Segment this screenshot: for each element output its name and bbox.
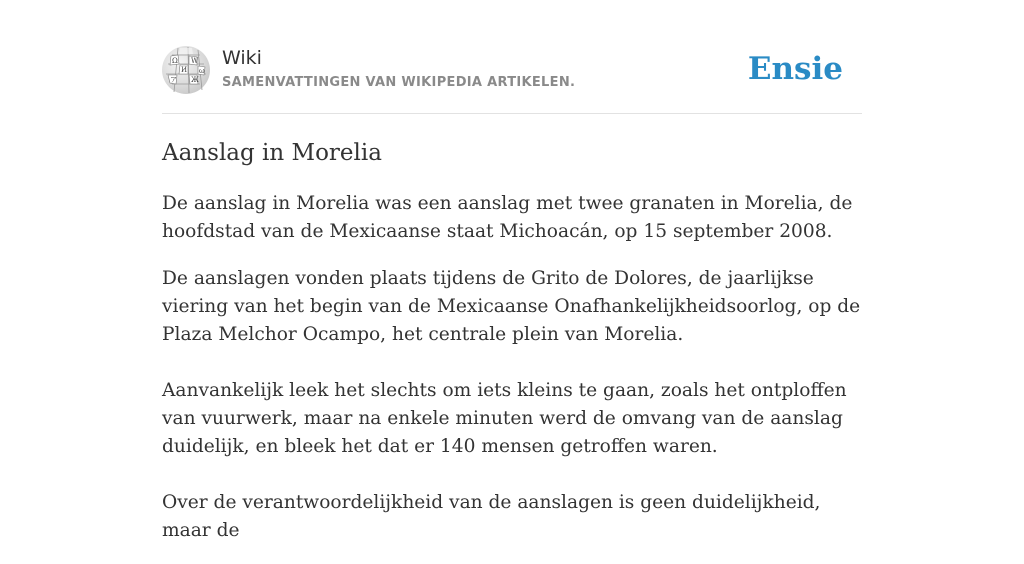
- svg-text:И: И: [181, 66, 188, 74]
- article-paragraph: Aanvankelijk leek het slechts om iets kleins te gaan, zoals het ontploffen van vuurwerk, maar na enkele minuten werd de omvang van de aanslag duidelijk, en bleek het dat er 140 mensen getroffen waren.: [162, 380, 847, 457]
- svg-text:Ж: Ж: [191, 76, 199, 84]
- article-paragraph: De aanslagen vonden plaats tijdens de Grito de Dolores, de jaarlijkse viering van het begin van de Mexicaanse Onafhankelijkheidsoorlog, op de Plaza Melchor Ocampo, het centrale plein van Morelia.: [162, 268, 861, 345]
- ensie-brand-logo[interactable]: Ensie: [747, 51, 843, 87]
- svg-text:Ω: Ω: [172, 57, 178, 65]
- content-container: [162, 0, 862, 541]
- site-title[interactable]: Wiki: [222, 47, 262, 69]
- site-header: [162, 0, 862, 114]
- article-title: Aanslag in Morelia: [162, 140, 382, 166]
- svg-text:ω: ω: [199, 67, 205, 75]
- svg-text:W: W: [191, 57, 199, 65]
- article-body: [162, 190, 862, 564]
- svg-text:ア: ア: [170, 76, 177, 84]
- article-paragraph: Over de verantwoordelijkheid van de aanslagen is geen duidelijkheid, maar de: [162, 492, 821, 541]
- wikipedia-globe-icon[interactable]: [162, 46, 210, 94]
- site-subtitle: SAMENVATTINGEN VAN WIKIPEDIA ARTIKELEN.: [222, 75, 576, 90]
- article-paragraph: De aanslag in Morelia was een aanslag met twee granaten in Morelia, de hoofdstad van de Mexicaanse staat Michoacán, op 15 september 2008.: [162, 193, 853, 242]
